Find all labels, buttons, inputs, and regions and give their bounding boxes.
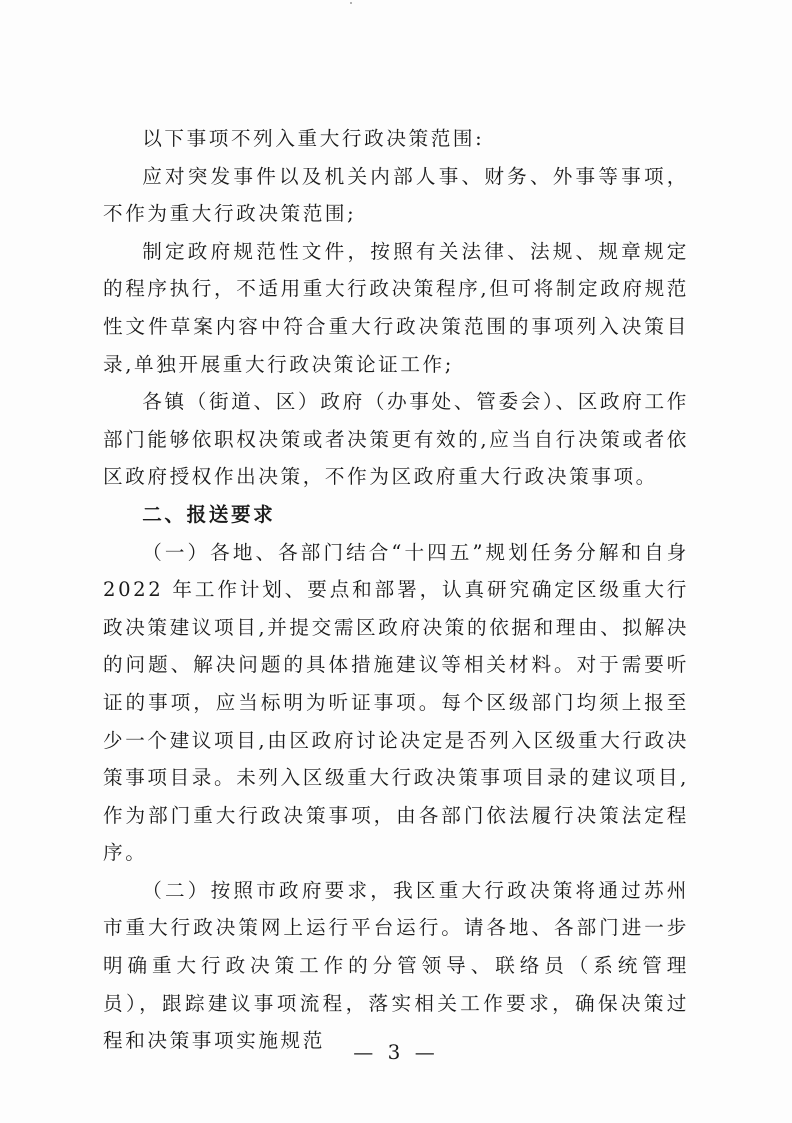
paragraph-emergency-matters: 应对突发事件以及机关内部人事、财务、外事等事项，不作为重大行政决策范围; (103, 164, 689, 226)
page-number: — 3 — (353, 1040, 439, 1064)
paragraph-requirement-1: （一）各地、各部门结合“十四五”规划任务分解和自身2022 年工作计划、要点和部署，认真研究确定区级重大行政决策建议项目,并提交需区政府决策的依据和理由、拟解决的问题、解决问题的具体措施建议等相关材料。对于需要听证的事项，应当标明为听证事项。每个区级部门均须上报至少一个建议项目,由区政府讨论决定是否列入区级重大行政决策事项目录。未列入区级重大行政决策事项目录的建议项目,作为部门重大行政决策事项，由各部门依法履行决策法定程序。 (103, 540, 689, 865)
paragraph-requirement-2: （二）按照市政府要求，我区重大行政决策将通过苏州市重大行政决策网上运行平台运行。请各地、各部门进一步明确重大行政决策工作的分管领导、联络员（系统管理员），跟踪建议事项流程，落实相关工作要求，确保决策过程和决策事项实施规范 (103, 878, 689, 1053)
section-heading-submission: 二、报送要求 (142, 502, 276, 526)
document-body (103, 120, 689, 1060)
paragraph-normative-documents: 制定政府规范性文件，按照有关法律、法规、规章规定的程序执行，不适用重大行政决策程序,但可将制定政府规范性文件草案内容中符合重大行政决策范围的事项列入决策目录,单独开展重大行政决策论证工作; (103, 239, 689, 376)
scan-mark (350, 2, 352, 4)
paragraph-exclusions-intro: 以下事项不列入重大行政决策范围: (142, 127, 485, 150)
paragraph-town-decisions: 各镇（街道、区）政府（办事处、管委会）、区政府工作部门能够依职权决策或者决策更有效的,应当自行决策或者依区政府授权作出决策，不作为区政府重大行政决策事项。 (103, 390, 689, 489)
